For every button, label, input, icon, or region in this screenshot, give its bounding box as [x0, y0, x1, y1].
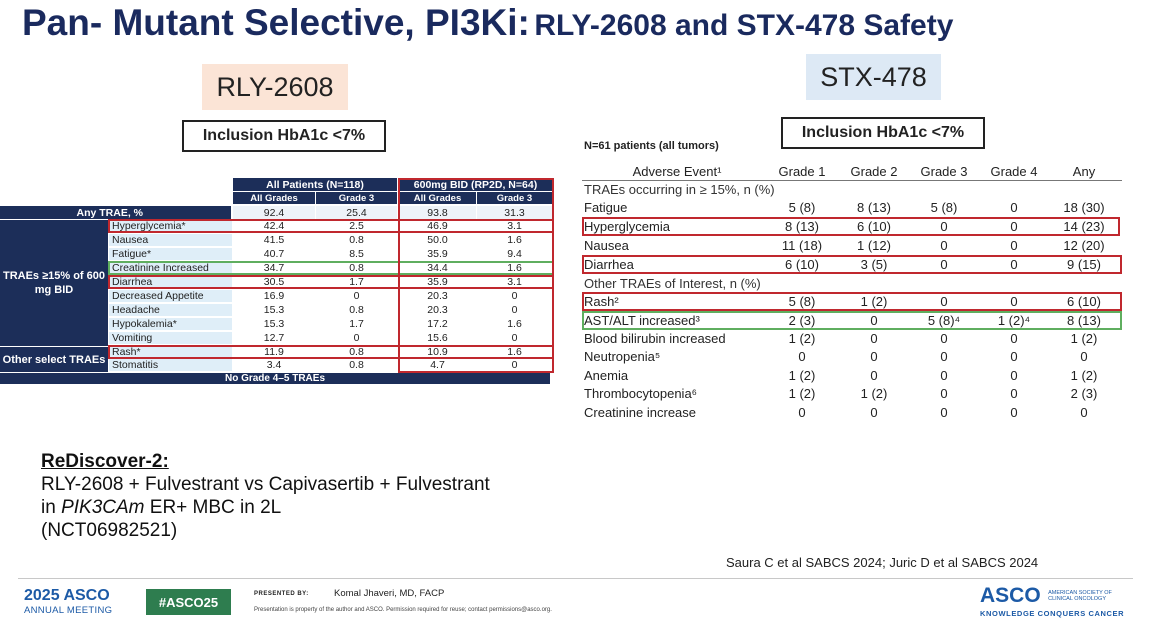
- value-cell: 0: [798, 348, 806, 364]
- value-cell: 6 (10): [1067, 293, 1101, 309]
- value-cell: 0: [940, 404, 948, 420]
- value-cell: 0: [511, 289, 518, 302]
- value-cell: 0: [1010, 293, 1018, 309]
- asco-society-logo: [980, 584, 1124, 618]
- ae-name: Rash²: [584, 293, 619, 309]
- table-row: [0, 346, 552, 358]
- ae-name: Fatigue: [584, 199, 628, 215]
- subheader: Grade 3: [316, 192, 397, 204]
- value-cell: 20.3: [427, 303, 448, 316]
- value-cell: 1 (2): [860, 385, 888, 401]
- column-header: Grade 1: [778, 163, 826, 179]
- value-cell: 15.3: [263, 317, 285, 330]
- rediscover-2-block: [41, 450, 490, 542]
- rediscover-line-3: (NCT06982521): [41, 520, 178, 541]
- value-cell: 11 (18): [781, 237, 823, 253]
- value-cell: 5 (8): [930, 199, 958, 215]
- value-cell: 1 (2): [788, 367, 816, 383]
- ae-name: Fatigue*: [109, 248, 232, 260]
- asco-logo-text: ASCO: [980, 584, 1041, 607]
- table-row: [582, 255, 1122, 274]
- group-header-all: All Patients (N=118): [233, 178, 397, 191]
- value-cell: 50.0: [427, 233, 448, 246]
- table-row: [0, 332, 552, 344]
- value-cell: 0: [940, 293, 948, 309]
- title-sub: RLY-2608 and STX-478 Safety: [534, 9, 954, 42]
- line2-prefix: in: [41, 497, 62, 518]
- value-cell: 0: [940, 256, 948, 272]
- ae-name: Vomiting: [109, 332, 232, 344]
- n-patients-label: N=61 patients (all tumors): [584, 140, 719, 152]
- group-header-row: [0, 178, 552, 191]
- table-row: [0, 290, 552, 302]
- value-cell: 0: [940, 237, 948, 253]
- value-cell: 0: [1010, 256, 1018, 272]
- property-notice: Presentation is property of the author and ASCO. Permission required for reuse; contact permissions@asco.org.: [254, 607, 552, 613]
- value-cell: 34.7: [263, 261, 285, 274]
- value-cell: 34.4: [427, 261, 448, 274]
- presenter-name: Komal Jhaveri, MD, FACP: [334, 588, 445, 599]
- table-row: [0, 220, 552, 232]
- value-cell: 0: [1080, 404, 1088, 420]
- ae-name: Hypokalemia*: [109, 318, 232, 330]
- title-main: Pan- Mutant Selective, PI3Ki:: [22, 2, 530, 43]
- value-cell: 40.7: [263, 247, 285, 260]
- value-cell: 1 (12): [857, 237, 891, 253]
- table-row: [582, 311, 1122, 330]
- value-cell: 1 (2)⁴: [997, 312, 1031, 328]
- side-label-other-select: Other select TRAEs: [0, 347, 108, 372]
- table-row: [0, 304, 552, 316]
- value-cell: 8.5: [349, 247, 364, 260]
- value-cell: 15.3: [263, 303, 285, 316]
- value-cell: 0: [940, 330, 948, 346]
- subheader: Grade 3: [477, 192, 552, 204]
- value-cell: 12.7: [263, 331, 285, 344]
- value-cell: 0: [870, 348, 878, 364]
- society-line-1: AMERICAN SOCIETY OF: [1048, 590, 1112, 596]
- ae-name: Rash*: [109, 346, 232, 358]
- value-cell: 0: [798, 404, 806, 420]
- table-row: [0, 248, 552, 260]
- value-cell: 0: [511, 331, 518, 344]
- value-cell: 6 (10): [785, 256, 819, 272]
- value-cell: 3.1: [507, 275, 522, 288]
- value-cell: 1.6: [507, 261, 522, 274]
- ae-name: Diarrhea: [584, 256, 634, 272]
- sub-header-row: [0, 192, 552, 204]
- ae-name: Anemia: [584, 367, 629, 383]
- any-trae-row: [0, 206, 552, 219]
- ae-name: Stomatitis: [109, 359, 232, 371]
- table-row: [582, 403, 1122, 422]
- section-label-traes: TRAEs occurring in ≥ 15%, n (%): [584, 181, 775, 197]
- value-cell: 0: [870, 404, 878, 420]
- value-cell: 1 (2): [1070, 330, 1098, 346]
- value-cell: 41.5: [263, 233, 285, 246]
- value-cell: 3.4: [266, 358, 282, 371]
- line2-suffix: ER+ MBC in 2L: [144, 497, 282, 518]
- value-cell: 92.4: [233, 206, 315, 219]
- value-cell: 30.5: [263, 275, 285, 288]
- value-cell: 35.9: [427, 275, 448, 288]
- value-cell: 2 (3): [1070, 385, 1098, 401]
- value-cell: 42.4: [263, 219, 285, 232]
- value-cell: 8 (13): [857, 199, 891, 215]
- value-cell: 2.5: [349, 219, 364, 232]
- value-cell: 12 (20): [1063, 237, 1105, 253]
- value-cell: 18 (30): [1063, 199, 1105, 215]
- value-cell: 15.6: [427, 331, 448, 344]
- ae-name: Creatinine increase: [584, 404, 697, 420]
- value-cell: 5 (8): [788, 293, 816, 309]
- table-row: [582, 347, 1122, 366]
- value-cell: 5 (8)⁴: [927, 312, 961, 328]
- ae-name: Decreased Appetite: [109, 290, 232, 302]
- value-cell: 46.9: [427, 219, 448, 232]
- value-cell: 0: [353, 289, 360, 302]
- left-inclusion-label: Inclusion HbA1c <7%: [182, 120, 386, 152]
- value-cell: 1 (2): [1070, 367, 1098, 383]
- table-row: [0, 276, 552, 288]
- asco-year: 2025: [24, 587, 60, 604]
- value-cell: 1 (2): [860, 293, 888, 309]
- value-cell: 0.8: [349, 233, 364, 246]
- section-row: [582, 274, 1122, 293]
- ae-name: Thrombocytopenia⁶: [584, 385, 698, 401]
- value-cell: 93.8: [399, 206, 476, 219]
- ae-name: Nausea: [109, 234, 232, 246]
- rediscover-line-2: [41, 496, 490, 519]
- column-header: Any: [1072, 163, 1096, 179]
- value-cell: 0: [353, 331, 360, 344]
- value-cell: 1.7: [349, 275, 364, 288]
- section-row: [582, 180, 1122, 199]
- value-cell: 25.4: [316, 206, 397, 219]
- ae-name: Hyperglycemia*: [109, 220, 232, 232]
- value-cell: 20.3: [427, 289, 448, 302]
- table-row: [582, 236, 1122, 255]
- value-cell: 0: [940, 218, 948, 234]
- rediscover-heading: ReDiscover-2:: [41, 451, 169, 472]
- slide-title: [22, 2, 1132, 46]
- value-cell: 1.7: [349, 317, 364, 330]
- presented-by-label: PRESENTED BY:: [254, 591, 309, 597]
- society-line-2: CLINICAL ONCOLOGY: [1048, 596, 1107, 602]
- value-cell: 0: [940, 348, 948, 364]
- value-cell: 1.6: [507, 317, 522, 330]
- value-cell: 1 (2): [788, 330, 816, 346]
- line2-gene: PIK3CAm: [61, 497, 145, 518]
- citation: Saura C et al SABCS 2024; Juric D et al SABCS 2024: [726, 555, 1039, 570]
- value-cell: 0: [940, 385, 948, 401]
- annual-meeting-label: ANNUAL MEETING: [24, 605, 113, 616]
- table-row: [0, 318, 552, 330]
- value-cell: 0: [1010, 199, 1018, 215]
- side-label-traes-15: TRAEs ≥15% of 600 mg BID: [0, 220, 108, 346]
- value-cell: 0: [870, 330, 878, 346]
- value-cell: 17.2: [427, 317, 448, 330]
- value-cell: 10.9: [427, 345, 448, 358]
- table-row: [582, 292, 1122, 311]
- ae-name: Neutropenia⁵: [584, 348, 661, 364]
- value-cell: 0: [940, 367, 948, 383]
- subheader: All Grades: [233, 192, 315, 204]
- value-cell: 0: [1010, 237, 1018, 253]
- value-cell: 31.3: [477, 206, 552, 219]
- value-cell: 0: [511, 303, 518, 316]
- any-trae-label: Any TRAE, %: [0, 206, 231, 219]
- no-grade-note: No Grade 4–5 TRAEs: [0, 373, 550, 384]
- asco-word: ASCO: [63, 587, 110, 604]
- rly-2608-label: RLY-2608: [202, 64, 348, 110]
- value-cell: 9 (15): [1067, 256, 1101, 272]
- value-cell: 0: [1010, 218, 1018, 234]
- value-cell: 0: [1010, 404, 1018, 420]
- section-label-other: Other TRAEs of Interest, n (%): [584, 275, 761, 291]
- value-cell: 0: [1010, 330, 1018, 346]
- value-cell: 1 (2): [788, 385, 816, 401]
- value-cell: 0.8: [349, 345, 364, 358]
- stx-478-label: STX-478: [806, 54, 941, 100]
- value-cell: 16.9: [263, 289, 285, 302]
- table-row: [582, 366, 1122, 385]
- hashtag-badge: #ASCO25: [146, 589, 231, 615]
- value-cell: 11.9: [264, 345, 284, 358]
- table-row: [0, 359, 552, 371]
- table-row: [582, 329, 1122, 348]
- table-row: [582, 217, 1122, 236]
- value-cell: 1.6: [507, 345, 522, 358]
- value-cell: 3 (5): [860, 256, 888, 272]
- value-cell: 6 (10): [857, 218, 891, 234]
- value-cell: 0.8: [349, 358, 364, 371]
- value-cell: 0: [1010, 385, 1018, 401]
- group-header-rp2d: 600mg BID (RP2D, N=64): [399, 178, 552, 191]
- ae-name: Hyperglycemia: [584, 218, 670, 234]
- right-inclusion-label: Inclusion HbA1c <7%: [781, 117, 985, 149]
- ae-name: Nausea: [584, 237, 629, 253]
- table-row: [582, 384, 1122, 403]
- asco-annual-meeting-logo: [24, 587, 112, 616]
- value-cell: 5 (8): [788, 199, 816, 215]
- value-cell: 0: [1010, 367, 1018, 383]
- column-header: Adverse Event¹: [632, 163, 722, 179]
- value-cell: 3.1: [507, 219, 522, 232]
- column-header: Grade 4: [990, 163, 1038, 179]
- table-row: [582, 198, 1122, 217]
- value-cell: 0.8: [349, 261, 364, 274]
- value-cell: 0: [870, 312, 878, 328]
- value-cell: 8 (13): [1067, 312, 1101, 328]
- table-row: [0, 234, 552, 246]
- value-cell: 2 (3): [788, 312, 816, 328]
- value-cell: 0: [1080, 348, 1088, 364]
- value-cell: 1.6: [507, 233, 522, 246]
- value-cell: 0: [511, 358, 518, 371]
- value-cell: 4.7: [430, 358, 445, 371]
- footer-divider: [18, 578, 1133, 579]
- value-cell: 8 (13): [785, 218, 819, 234]
- society-name: [1048, 590, 1112, 602]
- value-cell: 0: [1010, 348, 1018, 364]
- value-cell: 35.9: [427, 247, 448, 260]
- ae-name: Headache: [109, 304, 232, 316]
- asco-tagline: KNOWLEDGE CONQUERS CANCER: [980, 609, 1125, 618]
- ae-name: Creatinine Increased: [109, 262, 232, 274]
- header-row: [582, 162, 1122, 181]
- rediscover-line-1: RLY-2608 + Fulvestrant vs Capivasertib + Fulvestrant: [41, 474, 490, 495]
- value-cell: 0.8: [349, 303, 364, 316]
- column-header: Grade 2: [850, 163, 898, 179]
- subheader: All Grades: [399, 192, 476, 204]
- column-header: Grade 3: [920, 163, 968, 179]
- ae-name: Diarrhea: [109, 276, 232, 288]
- ae-name: AST/ALT increased³: [584, 312, 700, 328]
- table-row: [0, 262, 552, 274]
- ae-name: Blood bilirubin increased: [584, 330, 726, 346]
- value-cell: 0: [870, 367, 878, 383]
- value-cell: 14 (23): [1063, 218, 1105, 234]
- value-cell: 9.4: [507, 247, 522, 260]
- no-grade-footer-row: [0, 373, 552, 384]
